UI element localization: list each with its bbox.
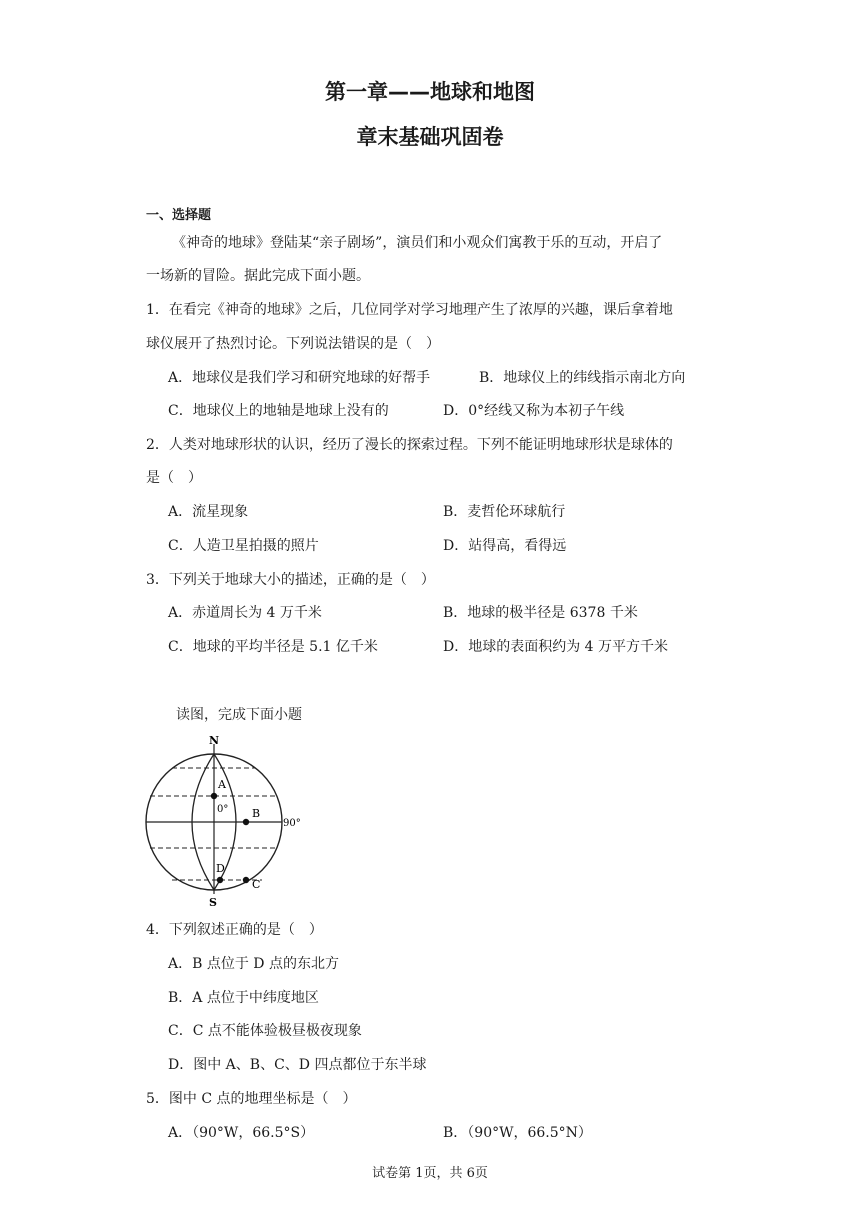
label-a: A xyxy=(218,778,226,791)
question-4-text: 4．下列叙述正确的是（ ） xyxy=(146,922,323,938)
intro-text-line2: 一场新的冒险。据此完成下面小题。 xyxy=(146,268,370,284)
point-a xyxy=(211,793,217,799)
question-5-option-a[interactable]: A．（90°W，66.5°S） xyxy=(168,1125,315,1141)
page-footer: 试卷第 1页，共 6页 xyxy=(372,1166,488,1181)
question-4-option-b[interactable]: B．A 点位于中纬度地区 xyxy=(168,990,319,1006)
question-5-option-b[interactable]: B．（90°W，66.5°N） xyxy=(443,1125,592,1141)
question-2-text-cont: 是（ ） xyxy=(146,470,202,486)
label-90-degree: 90° xyxy=(283,818,301,829)
question-3-option-c[interactable]: C．地球的平均半径是 5.1 亿千米 xyxy=(168,639,378,655)
point-b xyxy=(243,819,249,825)
page-subtitle: 章末基础巩固卷 xyxy=(356,125,504,149)
question-1-option-d[interactable]: D．0°经线又称为本初子午线 xyxy=(443,403,625,419)
section-heading: 一、选择题 xyxy=(146,208,212,223)
globe-diagram xyxy=(140,730,320,910)
question-4-option-c[interactable]: C．C 点不能体验极昼极夜现象 xyxy=(168,1023,362,1039)
question-1-text-cont: 球仪展开了热烈讨论。下列说法错误的是（ ） xyxy=(146,336,440,352)
question-1-option-c[interactable]: C．地球仪上的地轴是地球上没有的 xyxy=(168,403,389,419)
point-d xyxy=(217,877,223,883)
label-c: C xyxy=(252,878,261,891)
question-2-option-c[interactable]: C．人造卫星拍摄的照片 xyxy=(168,538,319,554)
label-n: N xyxy=(209,734,220,747)
label-0-degree: 0° xyxy=(217,804,229,815)
question-3-text: 3．下列关于地球大小的描述，正确的是（ ） xyxy=(146,572,435,588)
question-5-text: 5．图中 C 点的地理坐标是（ ） xyxy=(146,1091,357,1107)
label-b: B xyxy=(252,807,261,820)
question-1-text: 1．在看完《神奇的地球》之后，几位同学对学习地理产生了浓厚的兴趣，课后拿着地 xyxy=(146,302,673,318)
question-3-option-a[interactable]: A．赤道周长为 4 万千米 xyxy=(168,605,322,621)
question-2-option-b[interactable]: B．麦哲伦环球航行 xyxy=(443,504,566,520)
question-1-option-b[interactable]: B．地球仪上的纬线指示南北方向 xyxy=(479,370,686,386)
figure-intro: 读图，完成下面小题 xyxy=(176,707,302,723)
intro-text-line1: 《神奇的地球》登陆某“亲子剧场”，演员们和小观众们寓教于乐的互动，开启了 xyxy=(172,235,663,251)
question-2-text: 2．人类对地球形状的认识，经历了漫长的探索过程。下列不能证明地球形状是球体的 xyxy=(146,437,673,453)
question-2-option-a[interactable]: A．流星现象 xyxy=(168,504,249,520)
label-d: D xyxy=(216,862,225,875)
question-4-option-a[interactable]: A．B 点位于 D 点的东北方 xyxy=(168,956,339,972)
point-c xyxy=(243,877,249,883)
question-1-option-a[interactable]: A．地球仪是我们学习和研究地球的好帮手 xyxy=(168,370,431,386)
question-3-option-b[interactable]: B．地球的极半径是 6378 千米 xyxy=(443,605,638,621)
label-s: S xyxy=(209,896,217,909)
page-title: 第一章——地球和地图 xyxy=(325,80,535,104)
question-2-option-d[interactable]: D．站得高，看得远 xyxy=(443,538,567,554)
question-4-option-d[interactable]: D．图中 A、B、C、D 四点都位于东半球 xyxy=(168,1057,427,1073)
question-3-option-d[interactable]: D．地球的表面积约为 4 万平方千米 xyxy=(443,639,669,655)
